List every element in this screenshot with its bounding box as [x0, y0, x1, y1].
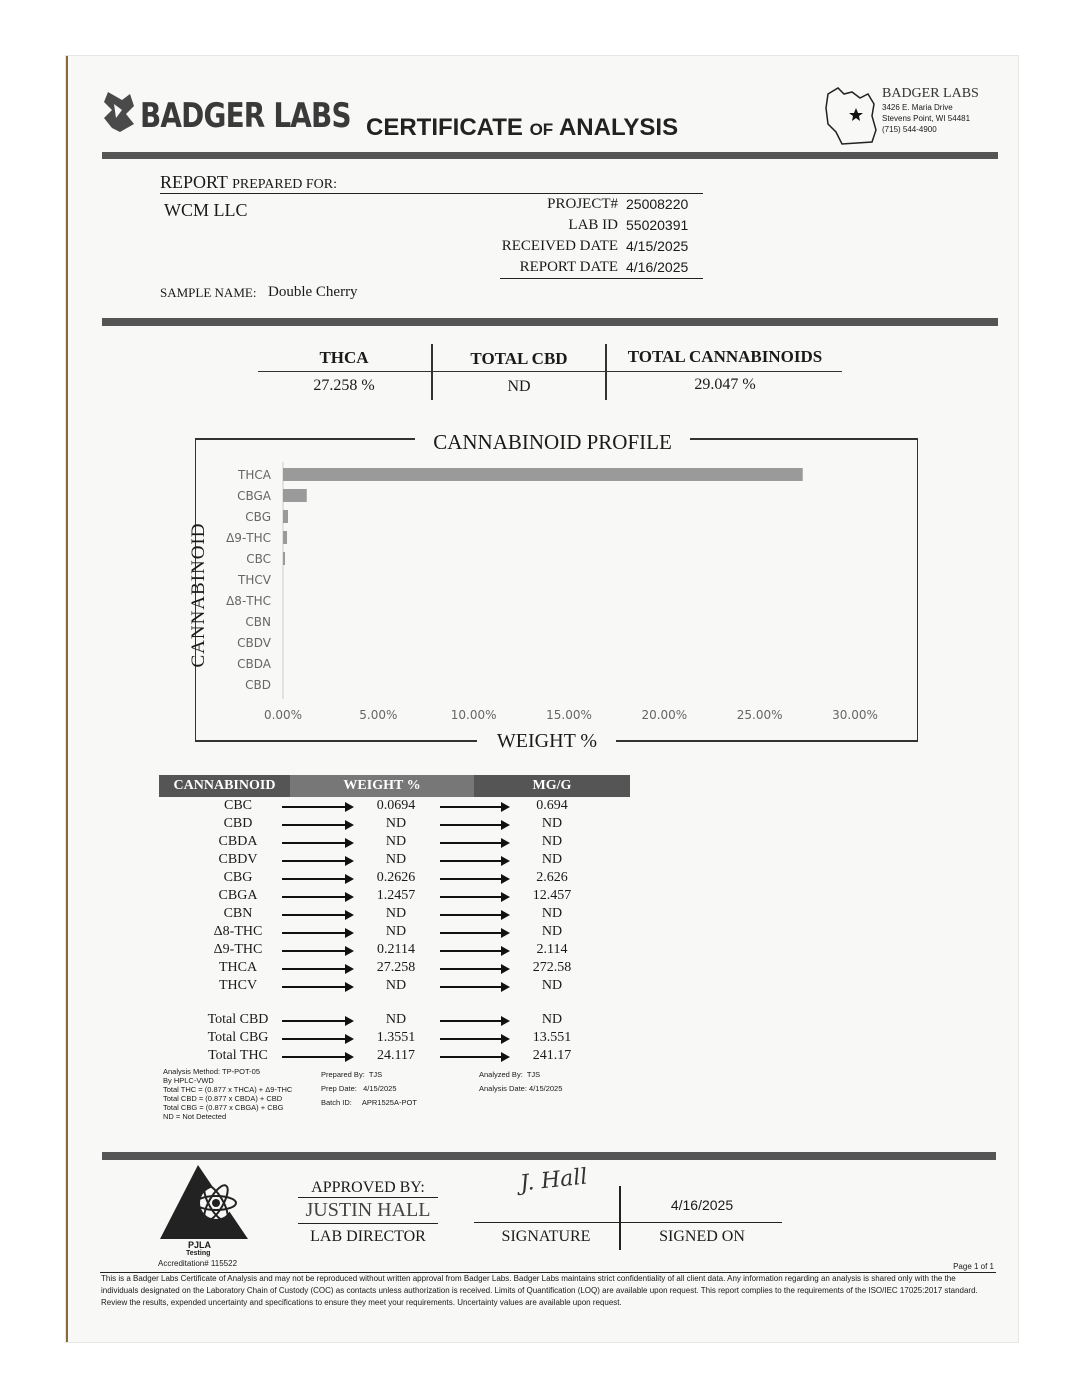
- arrow-icon: [282, 968, 352, 970]
- chart-tick-label: 30.00%: [832, 708, 878, 722]
- signed-on-date: 4/16/2025: [670, 1197, 734, 1213]
- approver-role: LAB DIRECTOR: [310, 1228, 426, 1245]
- report-date: 4/16/2025: [626, 259, 689, 275]
- document-title: CERTIFICATE OF ANALYSIS: [366, 114, 679, 141]
- cell-mg: ND: [541, 978, 563, 993]
- cell-name: Δ9-THC: [213, 942, 263, 957]
- received-date-label: RECEIVED DATE: [501, 238, 618, 254]
- chart-category-label: THCV: [238, 573, 271, 587]
- chart-bar: [283, 510, 288, 523]
- logo-wordmark: BADGER LABS: [140, 96, 351, 136]
- cell-mg: ND: [541, 852, 563, 867]
- cell-weight: 0.2626: [376, 870, 416, 885]
- wisconsin-state-icon: [822, 82, 880, 148]
- cell-weight: 27.258: [376, 960, 416, 975]
- cell-weight: 24.117: [377, 1048, 415, 1063]
- arrow-icon: [440, 1020, 508, 1022]
- arrow-icon: [282, 806, 352, 808]
- total-cbd-summary-value: ND: [507, 378, 531, 395]
- cell-mg: 2.626: [536, 870, 568, 885]
- cell-mg: ND: [541, 816, 563, 831]
- arrow-icon: [282, 914, 352, 916]
- arrow-icon: [440, 896, 508, 898]
- lab-id: 55020391: [626, 217, 689, 233]
- pjla-testing: Testing: [186, 1250, 211, 1257]
- signature-label: SIGNATURE: [501, 1228, 591, 1245]
- cell-mg: 13.551: [532, 1030, 572, 1045]
- chart-bottom-border-left: [195, 740, 477, 742]
- arrow-icon: [282, 1038, 352, 1040]
- sample-name-label: SAMPLE NAME:: [160, 285, 257, 300]
- chart-y-axis-title: CANNABINOID: [188, 522, 209, 668]
- cell-name: THCV: [218, 978, 258, 993]
- chart-tick-label: 25.00%: [736, 708, 783, 722]
- pjla-accreditation-logo-icon: [158, 1163, 250, 1241]
- cell-mg: ND: [541, 924, 563, 939]
- cell-name: Δ8-THC: [213, 924, 263, 939]
- arrow-icon: [282, 860, 352, 862]
- arrow-icon: [440, 1056, 508, 1058]
- chart-category-label: CBN: [245, 615, 271, 629]
- cell-weight: ND: [385, 1012, 407, 1027]
- prepared-for-label: REPORT PREPARED FOR:: [160, 172, 338, 192]
- cell-weight: ND: [385, 834, 407, 849]
- summary-col-divider-2: [605, 344, 607, 400]
- signature-divider: [619, 1186, 621, 1250]
- cannabinoid-profile-chart: [200, 460, 900, 730]
- prep-notes: Prepared By: TJS Prep Date: 4/15/2025 Batch ID: APR1525A-POT: [321, 1070, 417, 1107]
- approver-name: JUSTIN HALL: [305, 1199, 431, 1221]
- cell-weight: ND: [385, 906, 407, 921]
- chart-tick-label: 20.00%: [641, 708, 688, 722]
- cell-mg: ND: [541, 834, 563, 849]
- cell-name: CBG: [223, 870, 253, 885]
- chart-category-label: THCA: [238, 468, 271, 482]
- thca-summary-value: 27.258 %: [313, 377, 375, 394]
- chart-bottom-border-right: [616, 740, 918, 742]
- cell-mg: 12.457: [532, 888, 572, 903]
- column-header-cannabinoid: CANNABINOID: [159, 775, 290, 797]
- handwritten-signature: J. Hall: [518, 1164, 589, 1197]
- chart-tick-label: 0.00%: [263, 708, 303, 722]
- approved-underline: [298, 1197, 438, 1198]
- page-number: Page 1 of 1: [953, 1262, 994, 1271]
- section-divider: [102, 318, 998, 326]
- report-date-label: REPORT DATE: [519, 259, 618, 275]
- disclaimer: This is a Badger Labs Certificate of Analysis and may not be reproduced without written approval from Badger Labs. Badger Labs maintains strict confidentiality of all client data. Any information regarding an analysis is shared only with the the individuals designated on the Laboratory Chain of Custody (COC) as contacts unless authorization is received. Limits of Quantification (LOQ) are available upon request. This report complies to the requirements of the ISO/IEC 17025:2017 standard. Review the results, expended uncertainty and specifications to ensure they meet your requirements. Uncertainty values are available upon request.: [101, 1274, 978, 1307]
- lab-id-label: LAB ID: [568, 217, 618, 233]
- project-label: PROJECT#: [547, 196, 618, 212]
- cell-weight: 0.2114: [377, 942, 415, 957]
- cell-mg: ND: [541, 1012, 563, 1027]
- total-cbd-summary-label: TOTAL CBD: [470, 349, 568, 368]
- chart-category-label: Δ8-THC: [226, 594, 271, 608]
- accreditation-number: Accreditation# 115522: [158, 1259, 238, 1268]
- cell-weight: 1.2457: [376, 888, 416, 903]
- client-name: WCM LLC: [164, 200, 248, 220]
- cell-mg: 241.17: [532, 1048, 572, 1063]
- cell-weight: ND: [385, 924, 407, 939]
- cell-weight: ND: [385, 816, 407, 831]
- cell-weight: 1.3551: [376, 1030, 416, 1045]
- badger-labs-logo-icon: [100, 88, 138, 136]
- arrow-icon: [282, 986, 352, 988]
- thca-summary-label: THCA: [319, 348, 369, 367]
- signature-line: [474, 1222, 782, 1223]
- chart-tick-label: 10.00%: [450, 708, 497, 722]
- signed-on-label: SIGNED ON: [659, 1228, 745, 1245]
- chart-bar: [283, 468, 803, 481]
- cell-weight: ND: [385, 852, 407, 867]
- cell-weight: 0.0694: [376, 798, 416, 813]
- page-edge: [66, 56, 68, 1342]
- analysis-method-notes: Analysis Method: TP-POT-05 By HPLC-VWD Total THC = (0.877 x THCA) + Δ9-THC Total CBD = (0.877 x CBDA) + CBD Total CBG = (0.877 x CBGA) + CBG ND = Not Detected: [163, 1067, 293, 1121]
- chart-title: CANNABINOID PROFILE: [433, 430, 672, 454]
- cell-name: CBDA: [218, 834, 258, 849]
- arrow-icon: [282, 842, 352, 844]
- cell-name: CBC: [223, 798, 252, 813]
- summary-col-divider-1: [431, 344, 433, 400]
- approved-by-label: APPROVED BY:: [311, 1179, 425, 1196]
- chart-tick-label: 15.00%: [546, 708, 592, 722]
- pjla-name: PJLA: [188, 1240, 212, 1250]
- lab-address: BADGER LABS 3426 E. Maria Drive Stevens Point, WI 54481 (715) 544-4900: [882, 86, 979, 134]
- arrow-icon: [282, 1056, 352, 1058]
- cell-weight: ND: [385, 978, 407, 993]
- chart-category-label: CBC: [246, 552, 271, 566]
- cell-mg: ND: [541, 906, 563, 921]
- arrow-icon: [440, 806, 508, 808]
- cell-name: CBN: [223, 906, 253, 921]
- arrow-icon: [440, 1038, 508, 1040]
- dates-underline: [500, 278, 703, 279]
- arrow-icon: [282, 932, 352, 934]
- project-number: 25008220: [626, 196, 689, 212]
- chart-x-axis-title: WEIGHT %: [496, 730, 598, 752]
- cell-name: THCA: [218, 960, 258, 975]
- chart-bar: [283, 531, 287, 544]
- chart-tick-label: 5.00%: [359, 708, 398, 722]
- cell-name: CBDV: [218, 852, 258, 867]
- approval-divider: [102, 1152, 996, 1160]
- chart-category-label: CBGA: [237, 489, 271, 503]
- chart-top-border-right: [690, 438, 918, 440]
- cell-name: Total CBD: [207, 1012, 269, 1027]
- prepared-for-underline: [160, 193, 703, 194]
- cell-name: Total THC: [208, 1048, 268, 1063]
- chart-top-border-left: [195, 438, 415, 440]
- column-header-mg-g: MG/G: [474, 775, 630, 797]
- cell-mg: 2.114: [536, 942, 568, 957]
- received-date: 4/15/2025: [626, 238, 689, 254]
- chart-category-label: CBG: [245, 510, 271, 524]
- arrow-icon: [440, 932, 508, 934]
- arrow-icon: [282, 878, 352, 880]
- arrow-icon: [440, 950, 508, 952]
- column-header-weight: WEIGHT %: [290, 775, 474, 797]
- chart-category-label: CBDV: [237, 636, 271, 650]
- total-cannabinoids-summary-label: TOTAL CANNABINOIDS: [627, 347, 823, 366]
- chart-bar: [283, 489, 307, 502]
- approver-underline: [298, 1223, 438, 1224]
- total-cannabinoids-summary-value: 29.047 %: [694, 376, 756, 393]
- header-divider: [102, 152, 998, 159]
- arrow-icon: [282, 824, 352, 826]
- cell-mg: 0.694: [536, 798, 568, 813]
- cell-mg: 272.58: [532, 960, 572, 975]
- arrow-icon: [282, 896, 352, 898]
- arrow-icon: [282, 950, 352, 952]
- cell-name: CBGA: [218, 888, 258, 903]
- chart-category-label: CBD: [245, 678, 271, 692]
- arrow-icon: [282, 1020, 352, 1022]
- arrow-icon: [440, 878, 508, 880]
- arrow-icon: [440, 842, 508, 844]
- sample-name: Double Cherry: [268, 284, 358, 300]
- chart-bar: [283, 552, 285, 565]
- arrow-icon: [440, 914, 508, 916]
- arrow-icon: [440, 860, 508, 862]
- analysis-notes: Analyzed By: TJS Analysis Date: 4/15/2025: [479, 1070, 563, 1093]
- arrow-icon: [440, 968, 508, 970]
- chart-category-label: CBDA: [237, 657, 271, 671]
- cell-name: CBD: [223, 816, 253, 831]
- cell-name: Total CBG: [207, 1030, 269, 1045]
- arrow-icon: [440, 824, 508, 826]
- chart-category-label: Δ9-THC: [226, 531, 271, 545]
- summary-rule: [258, 371, 842, 372]
- arrow-icon: [440, 986, 508, 988]
